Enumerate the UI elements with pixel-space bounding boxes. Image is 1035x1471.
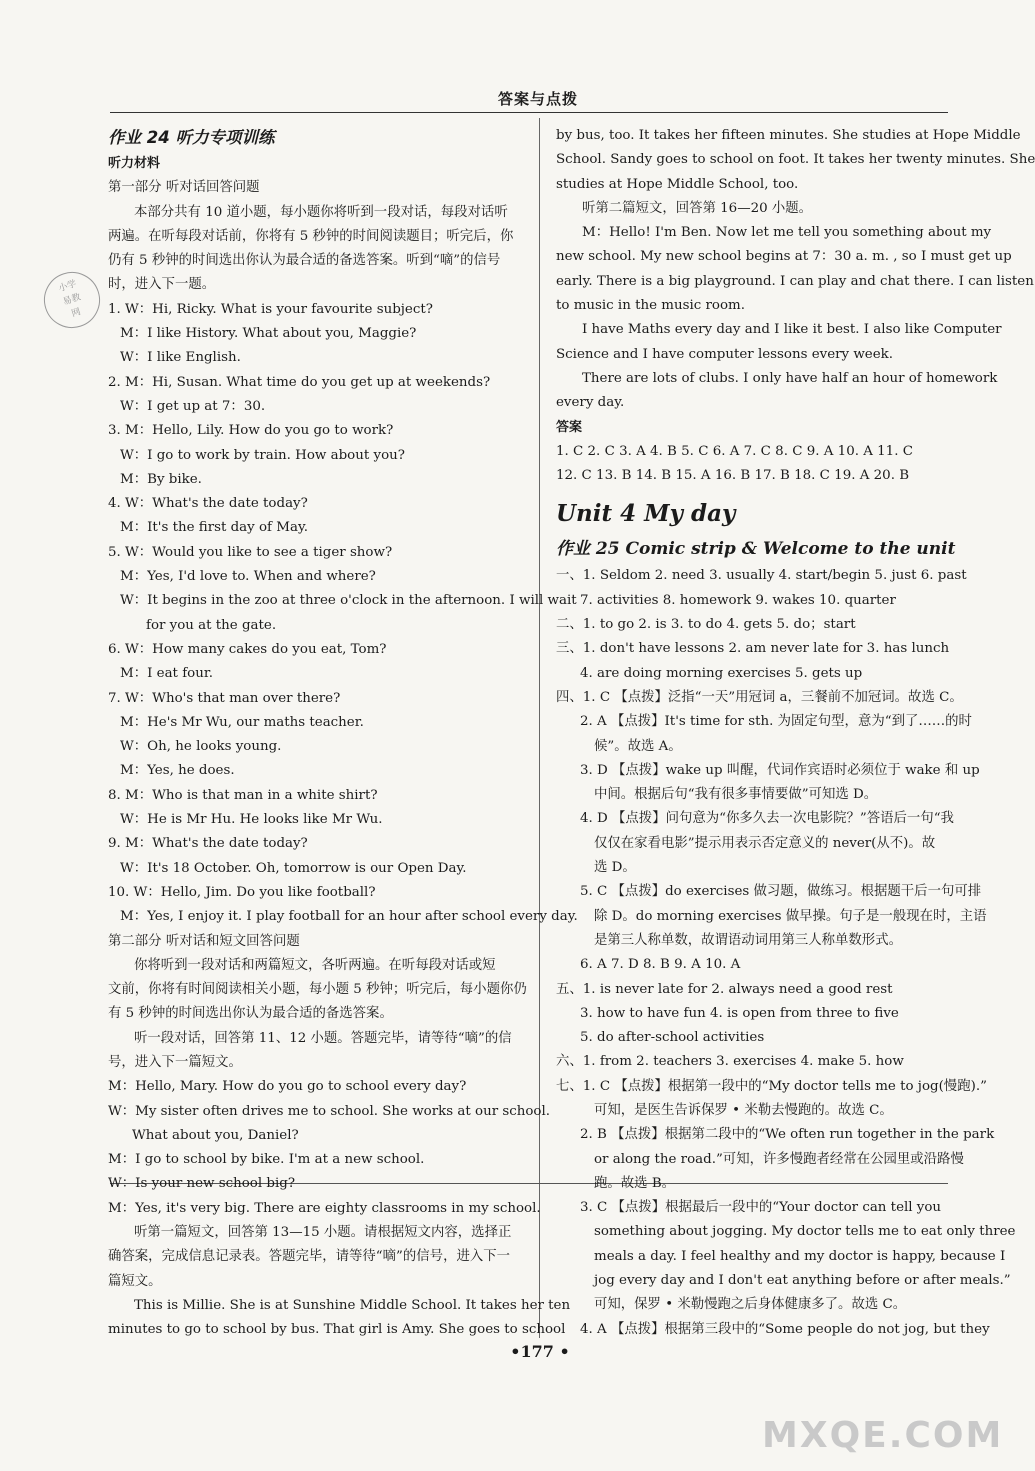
left-text-line: 第一部分 听对话回答问题	[108, 180, 260, 196]
right-text-line: Unit 4 My day	[556, 500, 736, 528]
right-text-line: School. Sandy goes to school on foot. It takes her twenty minutes. She	[556, 152, 1035, 168]
left-text-line: 6. W：How many cakes do you eat, Tom?	[108, 641, 387, 657]
left-text-line: 5. W：Would you like to see a tiger show?	[108, 544, 393, 560]
left-text-line: M：It's the first day of May.	[120, 520, 308, 536]
left-text-line: 7. W：Who's that man over there?	[108, 690, 341, 706]
right-text-line: 二、1. to go 2. is 3. to do 4. gets 5. do；start	[556, 617, 856, 633]
left-text-line: 1. W：Hi, Ricky. What is your favourite subject?	[108, 301, 433, 317]
right-text-line: 四、1. C 【点拨】泛指“一天”用冠词 a，三餐前不加冠词。故选 C。	[556, 689, 963, 705]
left-text-line: 篇短文。	[108, 1273, 162, 1289]
right-text-line: 5. C 【点拨】do exercises 做习题，做练习。根据题干后一句可排	[580, 884, 982, 900]
left-text-line: W：I like English.	[120, 350, 241, 366]
left-text-line: 9. M：What's the date today?	[108, 836, 308, 852]
right-text-line: by bus, too. It takes her fifteen minutes. She studies at Hope Middle	[556, 128, 1021, 143]
left-text-line: 第二部分 听对话和短文回答问题	[108, 933, 300, 949]
right-text-line: 2. A 【点拨】It's time for sth. 为固定句型，意为“到了……的时	[580, 714, 972, 730]
column-divider	[539, 118, 540, 1338]
right-text-line: 4. D 【点拨】问句意为“你多久去一次电影院？”答语后一句“我	[580, 811, 954, 827]
right-text-line: 3. C 【点拨】根据最后一段中的“Your doctor can tell you	[580, 1200, 942, 1216]
left-text-line: 文前，你将有时间阅读相关小题，每小题 5 秒钟；听完后，每小题你仍	[108, 982, 527, 998]
left-text-line: W：I get up at 7：30.	[120, 398, 266, 414]
left-text-line: W：It begins in the zoo at three o'clock in the afternoon. I will wait	[120, 593, 577, 609]
left-text-line: for you at the gate.	[146, 617, 277, 633]
right-text-line: 跑。故选 B。	[594, 1175, 676, 1191]
right-text-line: 一、1. Seldom 2. need 3. usually 4. start/begin 5. just 6. past	[556, 568, 967, 584]
right-text-line: M：Hello! I'm Ben. Now let me tell you something about my	[582, 225, 992, 241]
left-text-line: 确答案，完成信息记录表。答题完毕，请等待“嘀”的信号，进入下一	[108, 1249, 511, 1265]
right-text-line: I have Maths every day and I like it best. I also like Computer	[582, 322, 1002, 338]
right-text-line: 七、1. C 【点拨】根据第一段中的“My doctor tells me to jog(慢跑).”	[556, 1078, 987, 1094]
left-text-line: M：He's Mr Wu, our maths teacher.	[120, 714, 364, 730]
right-text-line: every day.	[556, 395, 625, 411]
right-text-line: 五、1. is never late for 2. always need a good rest	[556, 981, 893, 997]
left-text-line: M：Yes, he does.	[120, 763, 235, 779]
left-text-line: W：I go to work by train. How about you?	[120, 447, 405, 463]
left-text-line: 本部分共有 10 道小题，每小题你将听到一段对话，每段对话听	[134, 204, 508, 220]
left-text-line: W：Is your new school big?	[108, 1176, 296, 1192]
right-text-line: 可知，保罗 • 米勒慢跑之后身体健康多了。故选 C。	[594, 1297, 907, 1313]
right-text-line: 三、1. don't have lessons 2. am never late for 3. has lunch	[556, 641, 950, 657]
right-text-line: 是第三人称单数，故谓语动词用第三人称单数形式。	[594, 932, 902, 948]
left-text-line: 号，进入下一篇短文。	[108, 1054, 242, 1070]
left-text-line: M：By bike.	[120, 471, 202, 487]
right-text-line: 除 D。do morning exercises 做早操。句子是一般现在时，主语	[594, 908, 987, 924]
right-text-line: early. There is a big playground. I can play and chat there. I can listen	[556, 273, 1034, 289]
left-text-line: W：My sister often drives me to school. She works at our school.	[108, 1103, 551, 1119]
right-text-line: something about jogging. My doctor tells me to eat only three	[594, 1224, 1016, 1240]
left-text-line: 有 5 秒钟的时间选出你认为最合适的备选答案。	[108, 1006, 393, 1022]
left-text-line: 2. M：Hi, Susan. What time do you get up at weekends?	[108, 374, 491, 390]
right-text-line: 3. how to have fun 4. is open from three to five	[580, 1005, 899, 1021]
right-text-line: 可知，是医生告诉保罗 • 米勒去慢跑的。故选 C。	[594, 1102, 893, 1118]
right-text-line: 中间。根据后句“我有很多事情要做”可知选 D。	[594, 787, 878, 803]
left-text-line: W：It's 18 October. Oh, tomorrow is our Open Day.	[120, 860, 467, 876]
left-text-line: 作业 24 听力专项训练	[108, 128, 275, 147]
right-text-line: to music in the music room.	[556, 298, 745, 314]
left-text-line: This is Millie. She is at Sunshine Middle School. It takes her ten	[134, 1297, 571, 1313]
header-rule	[110, 112, 948, 113]
right-text-line: 2. B 【点拨】根据第二段中的“We often run together in the park	[580, 1127, 995, 1143]
right-text-line: 答案	[556, 419, 583, 435]
right-text-line: 12. C 13. B 14. B 15. A 16. B 17. B 18. C 19. A 20. B	[556, 468, 910, 484]
left-text-line: 8. M：Who is that man in a white shirt?	[108, 787, 378, 803]
right-text-line: 6. A 7. D 8. B 9. A 10. A	[580, 957, 741, 973]
right-text-line: 仅仅在家看电影”提示用表示否定意义的 never(从不)。故	[594, 835, 936, 851]
right-text-line: 4. A 【点拨】根据第三段中的“Some people do not jog, but they	[580, 1321, 990, 1337]
right-text-line: 选 D。	[594, 860, 636, 876]
right-text-line: 5. do after-school activities	[580, 1030, 765, 1046]
left-text-line: 你将听到一段对话和两篇短文，各听两遍。在听每段对话或短	[134, 957, 496, 973]
left-text-line: What about you, Daniel?	[132, 1127, 299, 1143]
right-text-line: 1. C 2. C 3. A 4. B 5. C 6. A 7. C 8. C 9. A 10. A 11. C	[556, 443, 913, 459]
left-text-line: M：I like History. What about you, Maggie?	[120, 326, 417, 342]
left-text-line: W：He is Mr Hu. He looks like Mr Wu.	[120, 812, 383, 828]
left-text-line: 两遍。在听每段对话前，你将有 5 秒钟的时间阅读题目；听完后，你	[108, 228, 514, 244]
right-text-line: 候”。故选 A。	[594, 738, 682, 754]
right-text-line: Science and I have computer lessons every week.	[556, 346, 894, 362]
page-header-title: 答案与点拨	[497, 90, 578, 108]
right-text-line: There are lots of clubs. I only have half an hour of homework	[582, 370, 998, 386]
right-text-line: jog every day and I don't eat anything before or after meals.”	[594, 1273, 1011, 1289]
right-text-line: 7. activities 8. homework 9. wakes 10. quarter	[580, 592, 896, 608]
right-text-line: 3. D 【点拨】wake up 叫醒，代词作宾语时必须位于 wake 和 up	[580, 762, 980, 778]
left-text-line: 时，进入下一题。	[108, 277, 216, 293]
left-text-line: M：Hello, Mary. How do you go to school every day?	[108, 1079, 467, 1095]
right-column	[556, 124, 1035, 1342]
left-text-line: 听第一篇短文，回答第 13—15 小题。请根据短文内容，选择正	[134, 1225, 512, 1241]
left-text-line: minutes to go to school by bus. That girl is Amy. She goes to school	[108, 1322, 566, 1338]
right-text-line: 4. are doing morning exercises 5. gets up	[580, 665, 863, 681]
left-text-line: 10. W：Hello, Jim. Do you like football?	[108, 884, 376, 900]
left-text-line: 仍有 5 秒钟的时间选出你认为最合适的备选答案。听到“嘀”的信号	[108, 253, 501, 269]
stamp-logo: 小学 易教 网	[37, 265, 108, 336]
right-text-line: 六、1. from 2. teachers 3. exercises 4. make 5. how	[556, 1054, 904, 1070]
left-text-line: M：I go to school by bike. I'm at a new school.	[108, 1152, 425, 1168]
right-text-line: new school. My new school begins at 7：30 a. m. , so I must get up	[556, 249, 1012, 265]
right-text-line: meals a day. I feel healthy and my doctor is happy, because I	[594, 1248, 1006, 1264]
left-text-line: M：Yes, it's very big. There are eighty classrooms in my school.	[108, 1200, 541, 1216]
left-text-line: 3. M：Hello, Lily. How do you go to work?	[108, 423, 394, 439]
left-text-line: M：I eat four.	[120, 666, 214, 682]
right-text-line: studies at Hope Middle School, too.	[556, 176, 799, 192]
left-text-line: M：Yes, I'd love to. When and where?	[120, 569, 376, 585]
watermark-logo: MXQE.COM	[762, 1415, 1004, 1456]
left-text-line: 听力材料	[108, 156, 161, 171]
page-number: •177 •	[510, 1342, 570, 1361]
left-text-line: 4. W：What's the date today?	[108, 496, 308, 512]
right-text-line: or along the road.”可知，许多慢跑者经常在公园里或沿路慢	[594, 1151, 964, 1167]
left-text-line: M：Yes, I enjoy it. I play football for an hour after school every day.	[120, 909, 578, 925]
left-column	[108, 124, 578, 1343]
right-text-line: 作业 25 Comic strip & Welcome to the unit	[556, 539, 956, 560]
left-text-line: W：Oh, he looks young.	[120, 739, 282, 755]
right-text-line: 听第二篇短文，回答第 16—20 小题。	[582, 200, 813, 216]
left-text-line: 听一段对话，回答第 11、12 小题。答题完毕，请等待“嘀”的信	[134, 1030, 512, 1046]
